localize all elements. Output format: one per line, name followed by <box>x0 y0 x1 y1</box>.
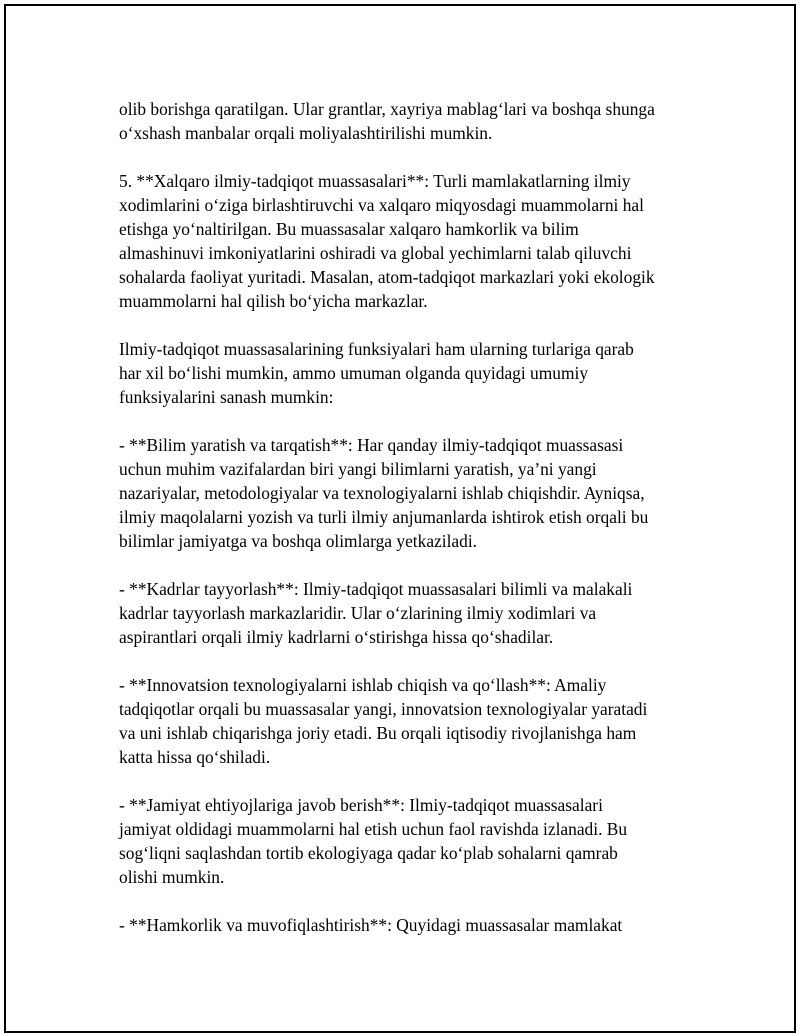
text-line: Ilmiy-tadqiqot muassasalarining funksiyalari ham ularning turlariga qarab <box>119 339 634 359</box>
text-line: sog‘liqni saqlashdan tortib ekologiyaga qadar ko‘plab sohalarni qamrab <box>119 843 618 863</box>
text-line: - **Jamiyat ehtiyojlariga javob berish**: Ilmiy-tadqiqot muassasalari <box>119 795 603 815</box>
paragraph-innovation <box>119 673 699 769</box>
paragraph-international-institutes <box>119 169 699 313</box>
paragraph-functions-intro <box>119 337 699 409</box>
text-line: har xil bo‘lishi mumkin, ammo umuman olganda quyidagi umumiy <box>119 363 589 383</box>
text-line: sohalarda faoliyat yuritadi. Masalan, atom-tadqiqot markazlari yoki ekologik <box>119 267 655 287</box>
text-line: o‘xshash manbalar orqali moliyalashtirilishi mumkin. <box>119 123 493 143</box>
text-line: xodimlarini o‘ziga birlashtiruvchi va xalqaro miqyosdagi muammolarni hal <box>119 195 644 215</box>
text-line: tadqiqotlar orqali bu muassasalar yangi, innovatsion texnologiyalar yaratadi <box>119 699 648 719</box>
text-line: olib borishga qaratilgan. Ular grantlar, xayriya mablag‘lari va boshqa shunga <box>119 99 655 119</box>
text-line: aspirantlari orqali ilmiy kadrlarni o‘stirishga hissa qo‘shadilar. <box>119 627 554 647</box>
page-frame <box>4 4 796 1033</box>
paragraph-staff-training <box>119 577 699 649</box>
text-line: - **Innovatsion texnologiyalarni ishlab chiqish va qo‘llash**: Amaliy <box>119 675 607 695</box>
paragraph-funding-continuation <box>119 97 699 145</box>
text-line: uchun muhim vazifalardan biri yangi bilimlarni yaratish, ya’ni yangi <box>119 459 597 479</box>
paragraph-society-needs <box>119 793 699 889</box>
text-line: kadrlar tayyorlash markazlaridir. Ular o‘zlarining ilmiy xodimlari va <box>119 603 597 623</box>
text-line: ilmiy maqolalarni yozish va turli ilmiy anjumanlarda ishtirok etish orqali bu <box>119 507 649 527</box>
paragraph-knowledge-creation <box>119 433 699 553</box>
text-line: - **Hamkorlik va muvofiqlashtirish**: Quyidagi muassasalar mamlakat <box>119 915 623 935</box>
text-line: olishi mumkin. <box>119 867 225 887</box>
text-line: - **Kadrlar tayyorlash**: Ilmiy-tadqiqot muassasalari bilimli va malakali <box>119 579 633 599</box>
text-line: almashinuvi imkoniyatlarini oshiradi va global yechimlarni talab qiluvchi <box>119 243 632 263</box>
text-line: nazariyalar, metodologiyalar va texnologiyalarni ishlab chiqishdir. Ayniqsa, <box>119 483 645 503</box>
text-line: - **Bilim yaratish va tarqatish**: Har qanday ilmiy-tadqiqot muassasasi <box>119 435 624 455</box>
text-line: va uni ishlab chiqarishga joriy etadi. Bu orqali iqtisodiy rivojlanishga ham <box>119 723 637 743</box>
paragraph-cooperation <box>119 913 699 937</box>
text-line: bilimlar jamiyatga va boshqa olimlarga yetkaziladi. <box>119 531 478 551</box>
text-line: 5. **Xalqaro ilmiy-tadqiqot muassasalari**: Turli mamlakatlarning ilmiy <box>119 171 631 191</box>
page-body <box>119 97 699 961</box>
text-line: katta hissa qo‘shiladi. <box>119 747 271 767</box>
text-line: muammolarni hal qilish bo‘yicha markazlar. <box>119 291 428 311</box>
text-line: etishga yo‘naltirilgan. Bu muassasalar xalqaro hamkorlik va bilim <box>119 219 579 239</box>
text-line: jamiyat oldidagi muammolarni hal etish uchun faol ravishda izlanadi. Bu <box>119 819 628 839</box>
text-line: funksiyalarini sanash mumkin: <box>119 387 334 407</box>
